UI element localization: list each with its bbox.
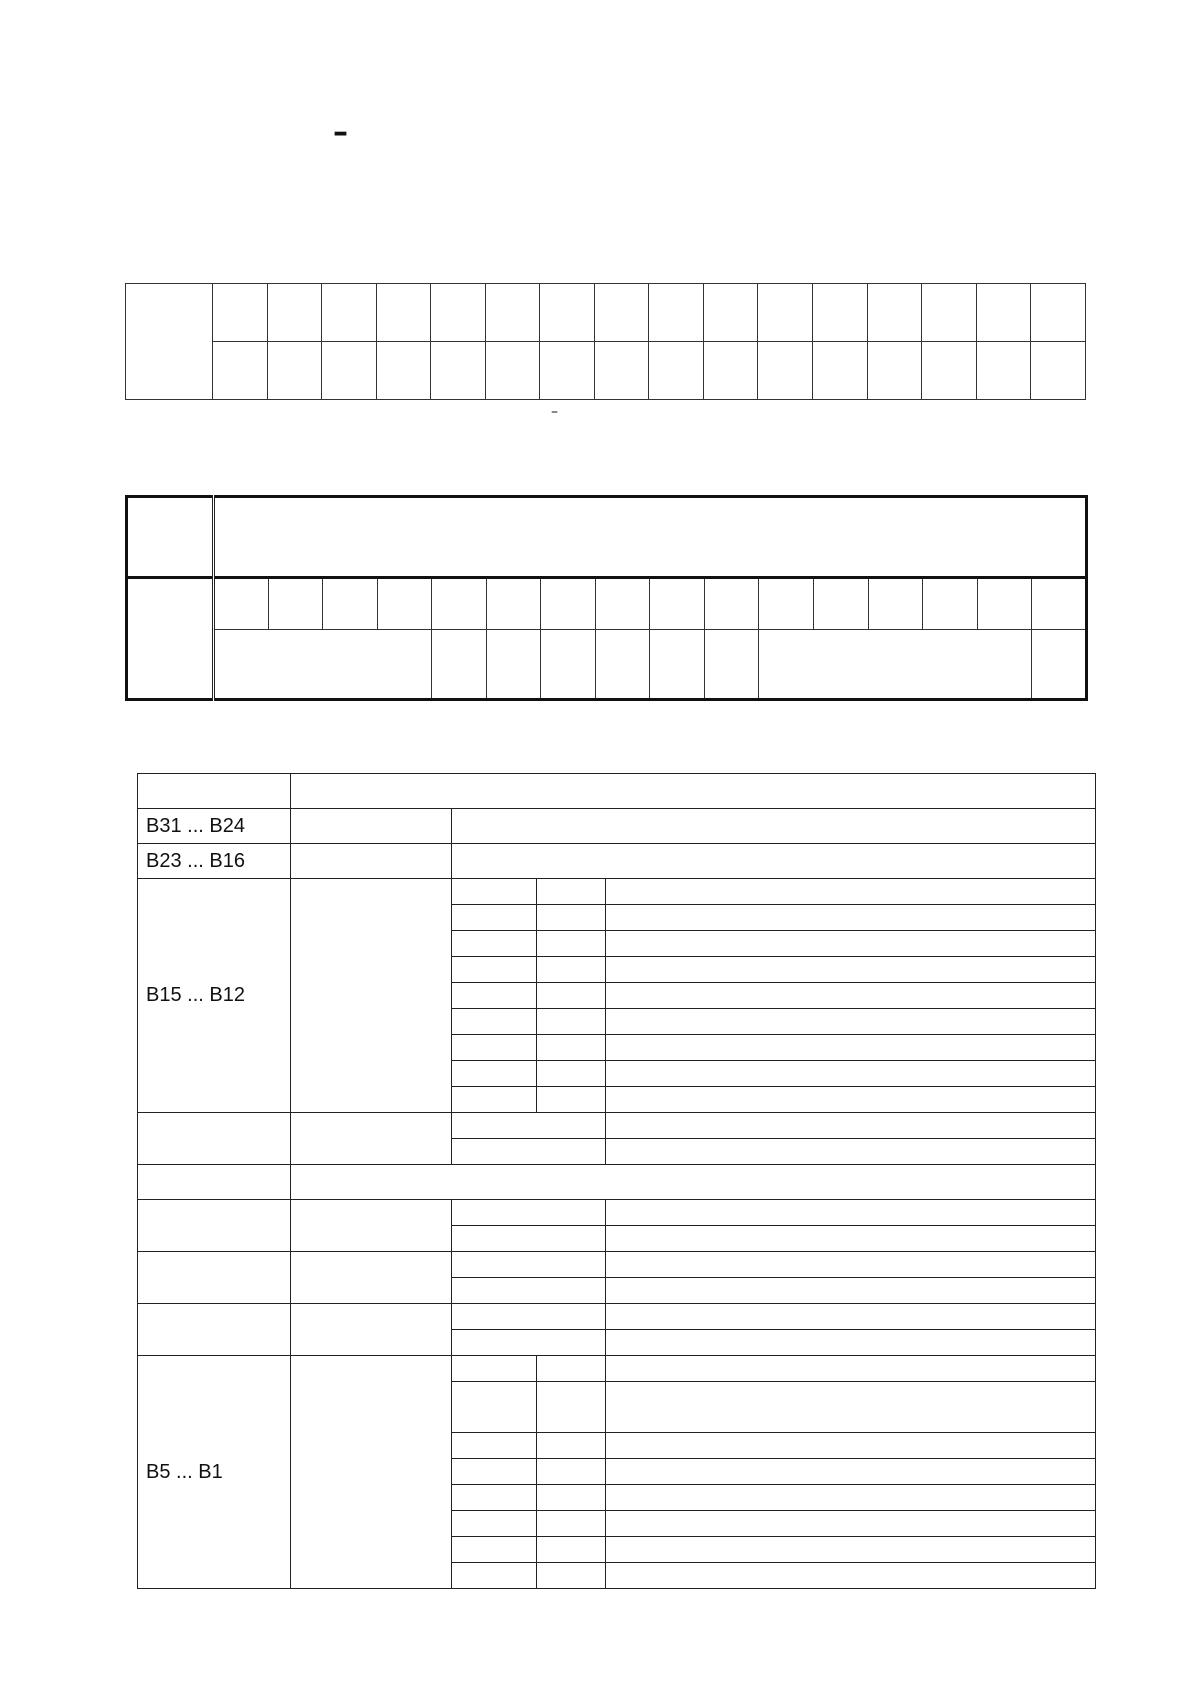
meaning-cell bbox=[606, 1252, 1096, 1278]
meaning-cell bbox=[606, 1113, 1096, 1139]
bit-grid-table bbox=[125, 283, 1086, 400]
bit-cell bbox=[431, 284, 486, 342]
bit-cell bbox=[485, 342, 540, 400]
bits-cell bbox=[138, 1200, 291, 1252]
value-cell bbox=[452, 905, 537, 931]
value-cell bbox=[452, 1304, 606, 1330]
bit-cell bbox=[485, 284, 540, 342]
bit-grid-row bbox=[126, 284, 1086, 342]
code-cell bbox=[537, 879, 606, 905]
figure-dash: – bbox=[551, 404, 558, 420]
value-cell bbox=[452, 1330, 606, 1356]
bit-cell bbox=[867, 342, 922, 400]
bits-cell bbox=[138, 1304, 291, 1356]
bit-cell bbox=[867, 284, 922, 342]
table-row bbox=[138, 1356, 1096, 1382]
bit-description-table bbox=[137, 773, 1096, 1589]
meaning-cell bbox=[606, 1139, 1096, 1165]
bits-cell: B23 ... B16 bbox=[138, 844, 291, 879]
bit-cell bbox=[540, 284, 595, 342]
value-cell bbox=[452, 1200, 606, 1226]
meaning-cell bbox=[606, 1061, 1096, 1087]
bits-header-cell bbox=[138, 774, 291, 809]
bit-cell bbox=[322, 342, 377, 400]
register-bit-cell bbox=[541, 578, 596, 630]
field-name-cell bbox=[291, 879, 452, 1113]
bit-cell bbox=[431, 342, 486, 400]
register-bit-cell bbox=[595, 578, 650, 630]
field-name-cell bbox=[291, 1356, 452, 1589]
register-field-cell bbox=[1032, 630, 1087, 700]
register-bits-row bbox=[127, 578, 1087, 630]
bit-cell bbox=[649, 342, 704, 400]
meaning-cell bbox=[606, 1511, 1096, 1537]
register-field-cell bbox=[486, 630, 541, 700]
meaning-cell bbox=[606, 1226, 1096, 1252]
bit-cell bbox=[594, 342, 649, 400]
bit-grid-row bbox=[126, 342, 1086, 400]
value-cell bbox=[452, 1485, 537, 1511]
code-cell bbox=[537, 1061, 606, 1087]
field-name-cell bbox=[291, 1304, 452, 1356]
bit-cell bbox=[976, 284, 1031, 342]
bits-cell bbox=[138, 1252, 291, 1304]
code-cell bbox=[537, 1035, 606, 1061]
meaning-cell bbox=[606, 1356, 1096, 1382]
value-cell bbox=[452, 1563, 537, 1589]
bit-cell bbox=[813, 284, 868, 342]
register-bit-cell bbox=[814, 578, 869, 630]
register-field-cell bbox=[650, 630, 705, 700]
code-cell bbox=[537, 1485, 606, 1511]
meaning-cell bbox=[606, 1433, 1096, 1459]
value-cell bbox=[452, 1226, 606, 1252]
table-row bbox=[138, 1113, 1096, 1139]
bit-cell bbox=[813, 342, 868, 400]
value-cell bbox=[452, 1511, 537, 1537]
code-cell bbox=[537, 1009, 606, 1035]
description-cell bbox=[452, 844, 1096, 879]
table-row bbox=[138, 1252, 1096, 1278]
meaning-cell bbox=[606, 1382, 1096, 1433]
register-header-row bbox=[127, 497, 1087, 578]
register-bit-cell bbox=[868, 578, 923, 630]
bit-cell bbox=[922, 342, 977, 400]
value-cell bbox=[452, 1537, 537, 1563]
code-cell bbox=[537, 1563, 606, 1589]
bit-cell bbox=[540, 342, 595, 400]
value-cell bbox=[452, 1382, 537, 1433]
bit-cell bbox=[213, 342, 268, 400]
register-fields-row bbox=[127, 630, 1087, 700]
register-bit-cell bbox=[977, 578, 1032, 630]
value-cell bbox=[452, 1035, 537, 1061]
code-cell bbox=[537, 931, 606, 957]
table-row bbox=[138, 879, 1096, 905]
code-cell bbox=[537, 1087, 606, 1113]
register-bit-cell bbox=[1032, 578, 1087, 630]
register-bit-cell bbox=[704, 578, 759, 630]
table-row bbox=[138, 1165, 1096, 1200]
bits-cell bbox=[138, 1165, 291, 1200]
register-layout-table bbox=[125, 495, 1088, 701]
bit-cell bbox=[322, 284, 377, 342]
meaning-cell bbox=[606, 1537, 1096, 1563]
code-cell bbox=[537, 1356, 606, 1382]
bit-cell bbox=[267, 342, 322, 400]
register-bit-cell bbox=[486, 578, 541, 630]
table-row bbox=[138, 1200, 1096, 1226]
register-bit-cell bbox=[759, 578, 814, 630]
field-name-cell bbox=[291, 1252, 452, 1304]
value-cell bbox=[452, 1087, 537, 1113]
meaning-cell bbox=[606, 1563, 1096, 1589]
bits-cell bbox=[138, 1113, 291, 1165]
code-cell bbox=[537, 1459, 606, 1485]
bits-cell: B5 ... B1 bbox=[138, 1356, 291, 1589]
field-name-cell bbox=[291, 844, 452, 879]
code-cell bbox=[537, 1433, 606, 1459]
register-field-cell bbox=[595, 630, 650, 700]
meaning-cell bbox=[606, 1009, 1096, 1035]
value-cell bbox=[452, 1459, 537, 1485]
bit-cell bbox=[922, 284, 977, 342]
code-cell bbox=[537, 1382, 606, 1433]
meaning-cell bbox=[606, 957, 1096, 983]
bit-cell bbox=[376, 342, 431, 400]
table-row bbox=[138, 1304, 1096, 1330]
value-cell bbox=[452, 1278, 606, 1304]
table-row bbox=[138, 844, 1096, 879]
register-title-cell bbox=[214, 497, 1087, 578]
meaning-cell bbox=[606, 1278, 1096, 1304]
meaning-cell bbox=[606, 1304, 1096, 1330]
heading-dash: – bbox=[333, 115, 348, 150]
register-field-cell bbox=[541, 630, 596, 700]
field-name-cell bbox=[291, 809, 452, 844]
register-label-cell bbox=[127, 578, 214, 630]
value-cell bbox=[452, 931, 537, 957]
register-label-cell bbox=[127, 497, 214, 578]
register-field-cell bbox=[214, 630, 432, 700]
value-cell bbox=[452, 1356, 537, 1382]
bit-cell bbox=[703, 284, 758, 342]
meaning-cell bbox=[606, 1485, 1096, 1511]
register-field-cell bbox=[432, 630, 487, 700]
meaning-cell bbox=[606, 983, 1096, 1009]
register-bit-cell bbox=[268, 578, 323, 630]
bit-cell bbox=[213, 284, 268, 342]
meaning-cell bbox=[606, 931, 1096, 957]
bit-cell bbox=[1031, 342, 1086, 400]
meaning-cell bbox=[606, 1087, 1096, 1113]
code-cell bbox=[537, 983, 606, 1009]
field-name-cell bbox=[291, 1113, 452, 1165]
register-bit-cell bbox=[432, 578, 487, 630]
value-cell bbox=[452, 1113, 606, 1139]
register-field-cell bbox=[759, 630, 1032, 700]
register-field-cell bbox=[704, 630, 759, 700]
meaning-cell bbox=[606, 879, 1096, 905]
code-cell bbox=[537, 905, 606, 931]
description-cell bbox=[291, 1165, 1096, 1200]
bit-grid-label-cell bbox=[126, 284, 213, 400]
code-cell bbox=[537, 957, 606, 983]
bit-cell bbox=[594, 284, 649, 342]
bit-cell bbox=[758, 342, 813, 400]
value-cell bbox=[452, 1139, 606, 1165]
meaning-cell bbox=[606, 1035, 1096, 1061]
code-cell bbox=[537, 1511, 606, 1537]
table-row bbox=[138, 809, 1096, 844]
bit-cell bbox=[758, 284, 813, 342]
bits-cell: B31 ... B24 bbox=[138, 809, 291, 844]
description-cell bbox=[452, 809, 1096, 844]
value-cell bbox=[452, 1433, 537, 1459]
bit-cell bbox=[267, 284, 322, 342]
meaning-cell bbox=[606, 1330, 1096, 1356]
value-cell bbox=[452, 1252, 606, 1278]
meaning-cell bbox=[606, 905, 1096, 931]
bit-cell bbox=[376, 284, 431, 342]
bit-cell bbox=[1031, 284, 1086, 342]
value-cell bbox=[452, 957, 537, 983]
register-bit-cell bbox=[923, 578, 978, 630]
meaning-cell bbox=[606, 1200, 1096, 1226]
code-cell bbox=[537, 1537, 606, 1563]
bit-cell bbox=[649, 284, 704, 342]
register-bit-cell bbox=[323, 578, 378, 630]
value-cell bbox=[452, 1061, 537, 1087]
register-bit-cell bbox=[377, 578, 432, 630]
meaning-cell bbox=[606, 1459, 1096, 1485]
value-cell bbox=[452, 1009, 537, 1035]
value-cell bbox=[452, 879, 537, 905]
value-cell bbox=[452, 983, 537, 1009]
register-label-cell bbox=[127, 630, 214, 700]
bits-cell: B15 ... B12 bbox=[138, 879, 291, 1113]
register-bit-cell bbox=[214, 578, 269, 630]
bit-cell bbox=[703, 342, 758, 400]
field-name-cell bbox=[291, 1200, 452, 1252]
description-header-cell bbox=[291, 774, 1096, 809]
table-row bbox=[138, 774, 1096, 809]
bit-cell bbox=[976, 342, 1031, 400]
register-bit-cell bbox=[650, 578, 705, 630]
